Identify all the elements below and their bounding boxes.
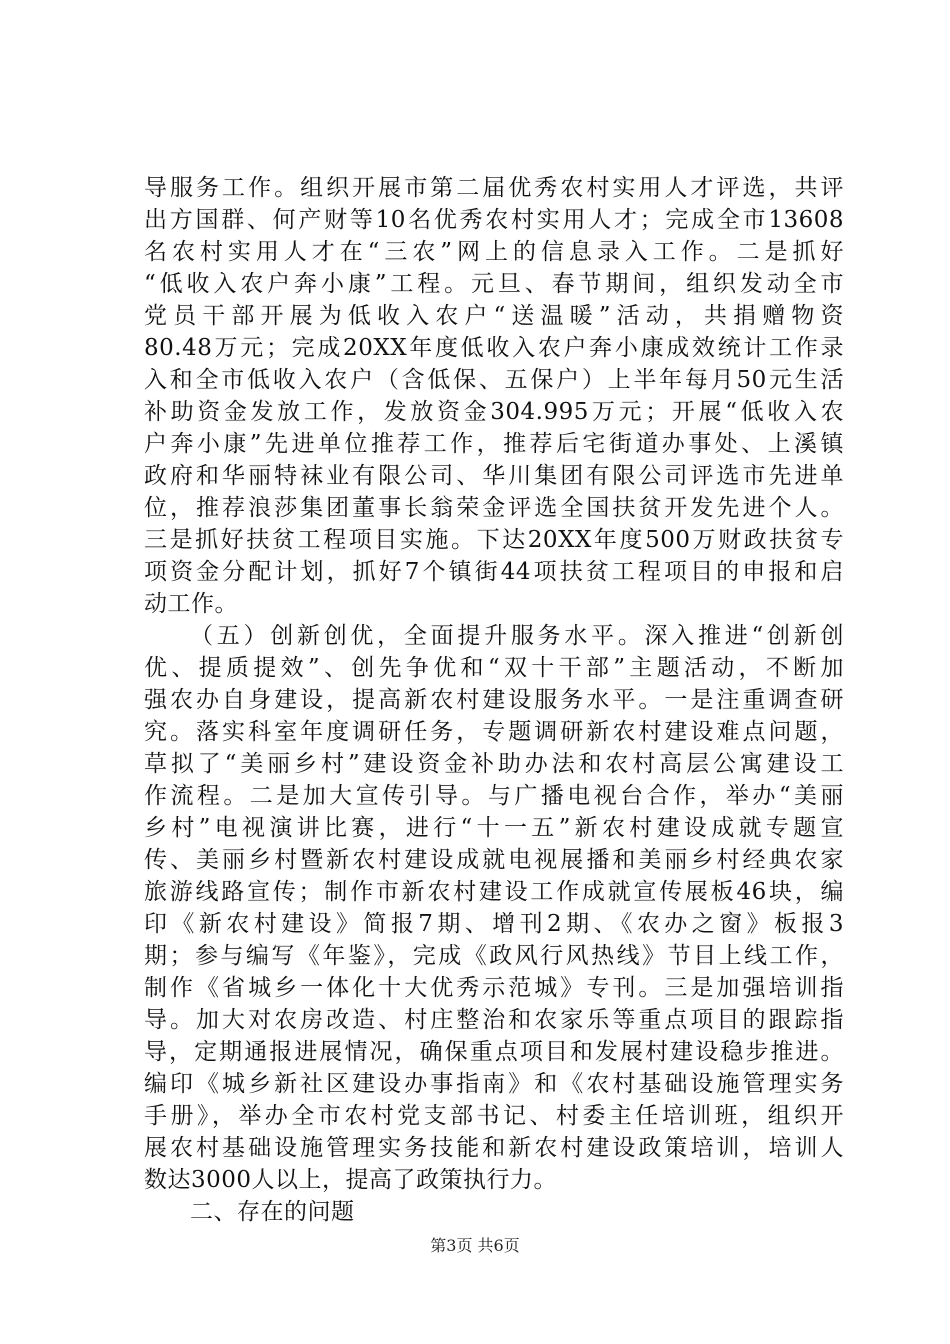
text-line: 三是抓好扶贫工程项目实施。下达20XX年度500万财政扶贫专 bbox=[144, 527, 844, 553]
text-line: 期；参与编写《年鉴》，完成《政风行风热线》节目上线工作， bbox=[144, 943, 844, 969]
text-line: 展农村基础设施管理实务技能和新农村建设政策培训，培训人 bbox=[144, 1135, 844, 1161]
text-line: 党员干部开展为低收入农户“送温暖”活动，共捐赠物资 bbox=[144, 303, 844, 329]
text-line: 印《新农村建设》简报7期、增刊2期、《农办之窗》板报3 bbox=[144, 911, 844, 937]
text-line: 80.48万元；完成20XX年度低收入农户奔小康成效统计工作录 bbox=[144, 335, 844, 361]
body-text bbox=[144, 172, 844, 1228]
text-line: 草拟了“美丽乡村”建设资金补助办法和农村高层公寓建设工 bbox=[144, 751, 844, 777]
text-line: 旅游线路宣传；制作市新农村建设工作成就宣传展板46块，编 bbox=[144, 879, 844, 905]
text-line: “低收入农户奔小康”工程。元旦、春节期间，组织发动全市 bbox=[144, 271, 844, 297]
text-line: 导，定期通报进展情况，确保重点项目和发展村建设稳步推进。 bbox=[144, 1039, 844, 1065]
text-line: 户奔小康”先进单位推荐工作，推荐后宅街道办事处、上溪镇 bbox=[144, 431, 844, 457]
text-line: 究。落实科室年度调研任务，专题调研新农村建设难点问题， bbox=[144, 719, 844, 745]
text-line: 数达3000人以上，提高了政策执行力。 bbox=[144, 1167, 558, 1193]
text-line: 强农办自身建设，提高新农村建设服务水平。一是注重调查研 bbox=[144, 687, 844, 713]
text-line: 作流程。二是加大宣传引导。与广播电视台合作，举办“美丽 bbox=[144, 783, 844, 809]
section-heading-line: （五）创新创优，全面提升服务水平。深入推进“创新创 bbox=[190, 623, 844, 649]
text-line: 补助资金发放工作，发放资金304.995万元；开展“低收入农 bbox=[144, 399, 844, 425]
text-line: 制作《省城乡一体化十大优秀示范城》专刊。三是加强培训指 bbox=[144, 975, 844, 1001]
text-line: 政府和华丽特袜业有限公司、华川集团有限公司评选市先进单 bbox=[144, 463, 844, 489]
text-line: 动工作。 bbox=[144, 591, 238, 617]
page-number-footer: 第3页 共6页 bbox=[430, 1236, 520, 1255]
text-line: 名农村实用人才在“三农”网上的信息录入工作。二是抓好 bbox=[144, 239, 844, 265]
text-line: 编印《城乡新社区建设办事指南》和《农村基础设施管理实务 bbox=[144, 1071, 844, 1097]
text-line: 入和全市低收入农户（含低保、五保户）上半年每月50元生活 bbox=[144, 367, 844, 393]
text-line: 手册》，举办全市农村党支部书记、村委主任培训班，组织开 bbox=[144, 1103, 844, 1129]
text-line: 优、提质提效”、创先争优和“双十干部”主题活动，不断加 bbox=[144, 655, 844, 681]
section-heading: 二、存在的问题 bbox=[190, 1199, 355, 1225]
text-line: 传、美丽乡村暨新农村建设成就电视展播和美丽乡村经典农家 bbox=[144, 847, 844, 873]
text-line: 位，推荐浪莎集团董事长翁荣金评选全国扶贫开发先进个人。 bbox=[144, 495, 844, 521]
text-line: 导。加大对农房改造、村庄整治和农家乐等重点项目的跟踪指 bbox=[144, 1007, 844, 1033]
text-line: 项资金分配计划，抓好7个镇街44项扶贫工程项目的申报和启 bbox=[144, 559, 844, 585]
text-line: 乡村”电视演讲比赛，进行“十一五”新农村建设成就专题宣 bbox=[144, 815, 844, 841]
text-line: 导服务工作。组织开展市第二届优秀农村实用人才评选，共评 bbox=[144, 175, 844, 201]
text-line: 出方国群、何产财等10名优秀农村实用人才；完成全市13608 bbox=[144, 207, 844, 233]
